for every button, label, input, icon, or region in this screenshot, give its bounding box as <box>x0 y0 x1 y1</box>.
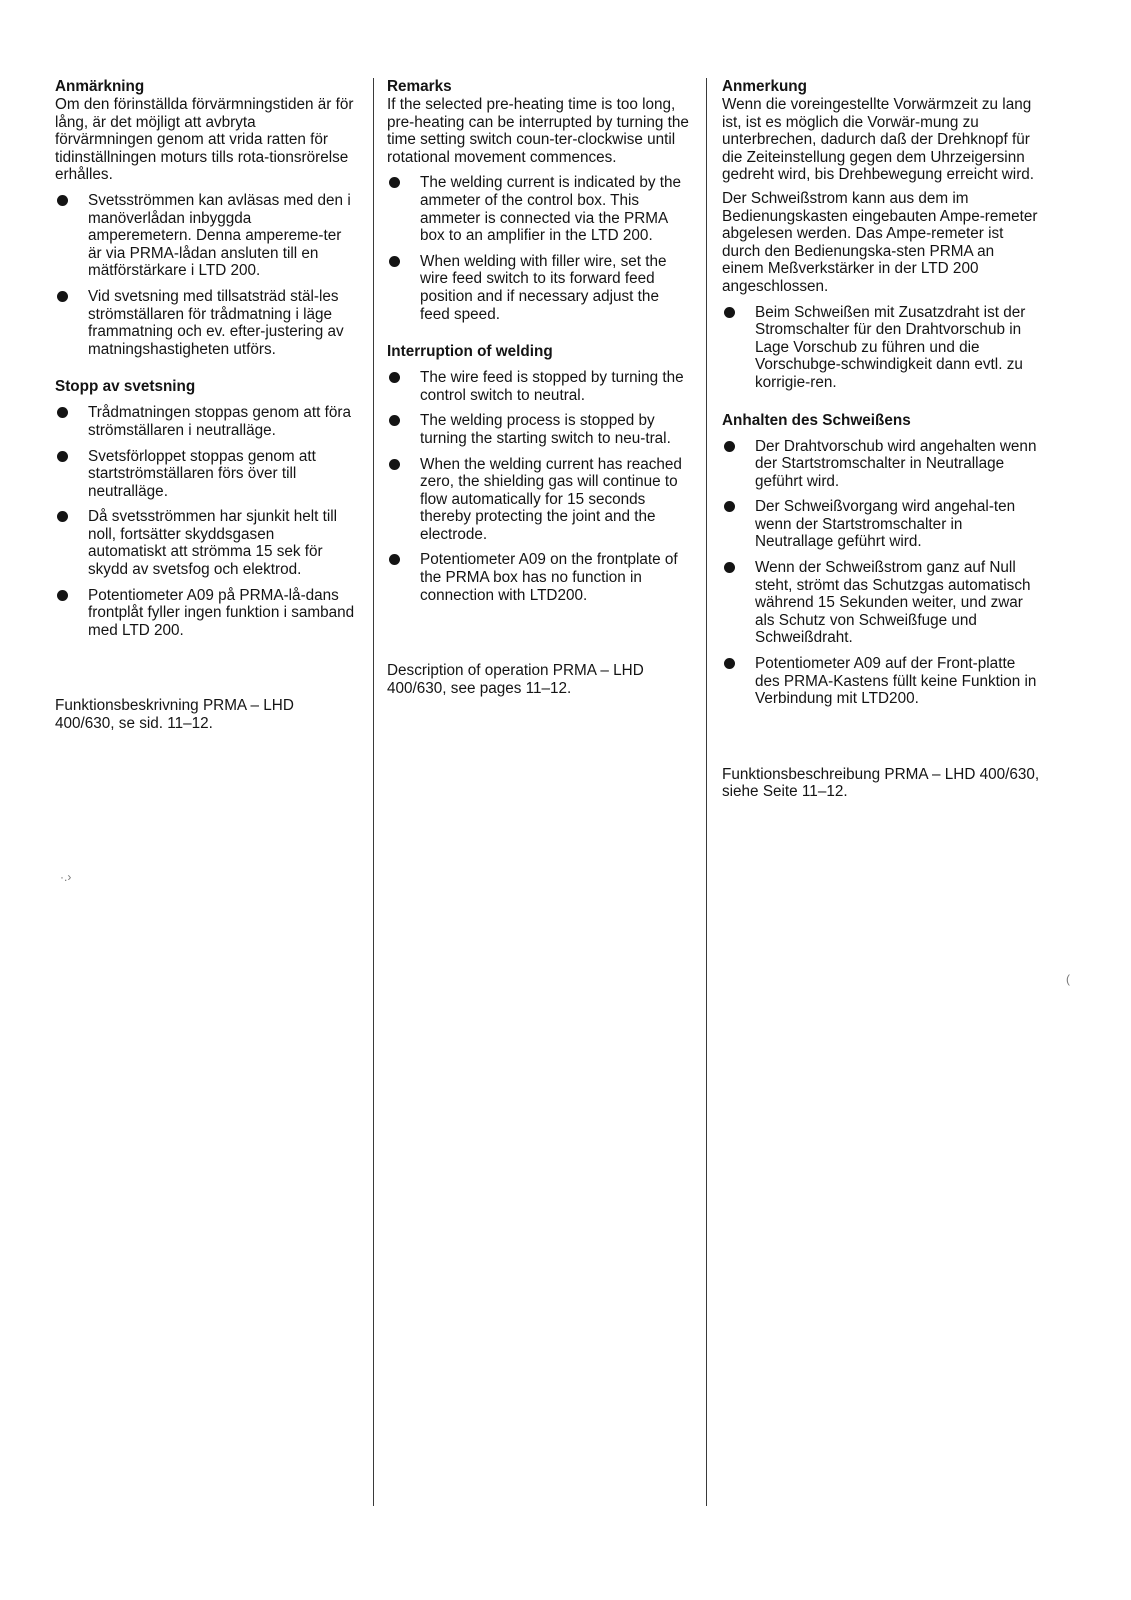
bullet-icon <box>57 291 68 302</box>
heading-stop-en: Interruption of welding <box>387 343 553 361</box>
list-item-text: When the welding current has reached zero, the shielding gas will continue to flow automatically for 15 seconds thereby protecting the joint and the electrode. <box>420 455 682 543</box>
list-item-text: Beim Schweißen mit Zusatzdraht ist der Stromschalter für den Drahtvorschub in Lage Vorschub zu führen und die Vorschubge-schwindigkeit dann evtl. zu korrigie-ren. <box>755 303 1026 391</box>
reference-de: Funktionsbeschreibung PRMA – LHD 400/630, siehe Seite 11–12. <box>722 765 1040 801</box>
bullet-icon <box>57 590 68 601</box>
list-item-text: Då svetsströmmen har sjunkit helt till noll, fortsätter skyddsgasen automatiskt att strömma 15 sek för skydd av svetsfog och elektrod. <box>88 508 338 579</box>
bullet-icon <box>389 554 400 565</box>
list-item <box>387 174 692 244</box>
bullet-icon <box>389 459 400 470</box>
ammeter-text-de: Der Schweißstrom kann aus dem im Bedienungskasten eingebauten Ampe-remeter abgelesen werden. Das Ampe-remeter ist durch den Bedienungska-sten PRMA an einem Meßverkstärker in der LTD 200 angeschlossen. <box>722 189 1038 295</box>
reference-sv: Funktionsbeskrivning PRMA – LHD 400/630, se sid. 11–12. <box>55 697 294 733</box>
column-divider-1 <box>373 78 374 1506</box>
list-item <box>722 559 1040 647</box>
heading-stop-sv: Stopp av svetsning <box>55 378 196 396</box>
list-item <box>722 304 1040 392</box>
bullet-icon <box>389 177 400 188</box>
heading-remarks-de: Anmerkung <box>722 78 807 95</box>
column-swedish <box>55 78 355 733</box>
list-item <box>55 448 355 501</box>
remarks-text-en: If the selected pre-heating time is too long, pre-heating can be interrupted by turning the time setting switch coun-ter-clockwise until rotational movement commences. <box>387 96 689 166</box>
scan-speck: ·.› <box>60 870 72 884</box>
list-item-text: The welding current is indicated by the ammeter of the control box. This ammeter is connected via the PRMA box to an amplifier in the LTD 200. <box>420 174 682 245</box>
list-item <box>55 404 355 439</box>
bullet-list-a-de <box>722 304 1040 392</box>
list-item <box>722 498 1040 551</box>
list-item-text: Der Drahtvorschub wird angehalten wenn der Startstromschalter in Neutrallage geführt wird. <box>755 437 1037 490</box>
list-item-text: The welding process is stopped by turning the starting switch to neu-tral. <box>420 412 671 447</box>
list-item-text: Vid svetsning med tillsatsträd stäl-les strömställaren för trådmatning i läge frammatning och ev. efter-justering av matningshastigheten utförs. <box>88 287 344 358</box>
bullet-icon <box>389 415 400 426</box>
column-german <box>722 78 1040 801</box>
list-item <box>55 192 355 280</box>
bullet-icon <box>57 451 68 462</box>
bullet-list-a-sv <box>55 192 355 358</box>
list-item-text: Wenn der Schweißstrom ganz auf Null steht, strömt das Schutzgas automatisch während 15 Sekunden weiter, und zwar als Schutz von Schweißfuge und Schweißdraht. <box>755 559 1031 647</box>
list-item <box>387 412 692 447</box>
list-item-text: Svetsströmmen kan avläsas med den i manöverlådan inbyggda amperemetern. Denna ampereme-ter är via PRMA-lådan ansluten till en mätförstärkare i LTD 200. <box>88 191 351 280</box>
column-divider-2 <box>706 78 707 1506</box>
list-item <box>387 456 692 544</box>
heading-remarks-en: Remarks <box>387 78 452 95</box>
column-english <box>387 78 692 697</box>
bullet-icon <box>724 562 735 573</box>
list-item-text: Potentiometer A09 on the frontplate of the PRMA box has no function in connection with LTD200. <box>420 551 678 604</box>
list-item-text: Trådmatningen stoppas genom att föra strömställaren i neutralläge. <box>88 404 352 439</box>
list-item <box>55 508 355 578</box>
remarks-text-sv: Om den förinställda förvärmningstiden är för lång, är det möjligt att avbryta förvärmningen genom att vrida ratten för tidinställningen moturs tills rota-tionsrörelse erhålles. <box>55 96 354 184</box>
bullet-icon <box>724 501 735 512</box>
list-item-text: When welding with filler wire, set the wire feed switch to its forward feed position and if necessary adjust the feed speed. <box>420 252 667 323</box>
bullet-icon <box>724 658 735 669</box>
heading-stop-de: Anhalten des Schweißens <box>722 411 911 429</box>
bullet-icon <box>724 441 735 452</box>
list-item <box>55 288 355 358</box>
bullet-list-b-en <box>387 369 692 604</box>
bullet-icon <box>57 407 68 418</box>
bullet-list-b-sv <box>55 404 355 639</box>
list-item-text: The wire feed is stopped by turning the control switch to neutral. <box>420 369 684 404</box>
list-item <box>387 551 692 604</box>
bullet-list-a-en <box>387 174 692 323</box>
list-item <box>387 369 692 404</box>
list-item-text: Potentiometer A09 auf der Front-platte des PRMA-Kastens füllt keine Funktion in Verbindung mit LTD200. <box>755 655 1037 708</box>
bullet-icon <box>724 307 735 318</box>
heading-remarks-sv: Anmärkning <box>55 78 145 95</box>
bullet-list-b-de <box>722 438 1040 708</box>
list-item-text: Potentiometer A09 på PRMA-lå-dans frontplåt fyller ingen funktion i samband med LTD 200. <box>88 586 355 639</box>
remarks-text-de: Wenn die voreingestellte Vorwärmzeit zu lang ist, ist es möglich die Vorwär-mung zu unterbrechen, dadurch daß der Drehknopf für die Zeiteinstellung gegen dem Uhrzeigersinn gedreht wird, bis Drehbewegung erreicht wird. <box>722 96 1035 184</box>
list-item <box>387 253 692 323</box>
list-item <box>722 655 1040 708</box>
list-item <box>55 587 355 640</box>
bullet-icon <box>389 372 400 383</box>
reference-en: Description of operation PRMA – LHD 400/630, see pages 11–12. <box>387 662 644 697</box>
bullet-icon <box>57 195 68 206</box>
list-item-text: Svetsförloppet stoppas genom att startströmställaren förs över till neutralläge. <box>88 447 316 500</box>
list-item <box>722 438 1040 491</box>
bullet-icon <box>389 256 400 267</box>
list-item-text: Der Schweißvorgang wird angehal-ten wenn der Startstromschalter in Neutrallage geführt wird. <box>755 498 1016 551</box>
scan-speck: ( <box>1066 972 1070 986</box>
bullet-icon <box>57 511 68 522</box>
